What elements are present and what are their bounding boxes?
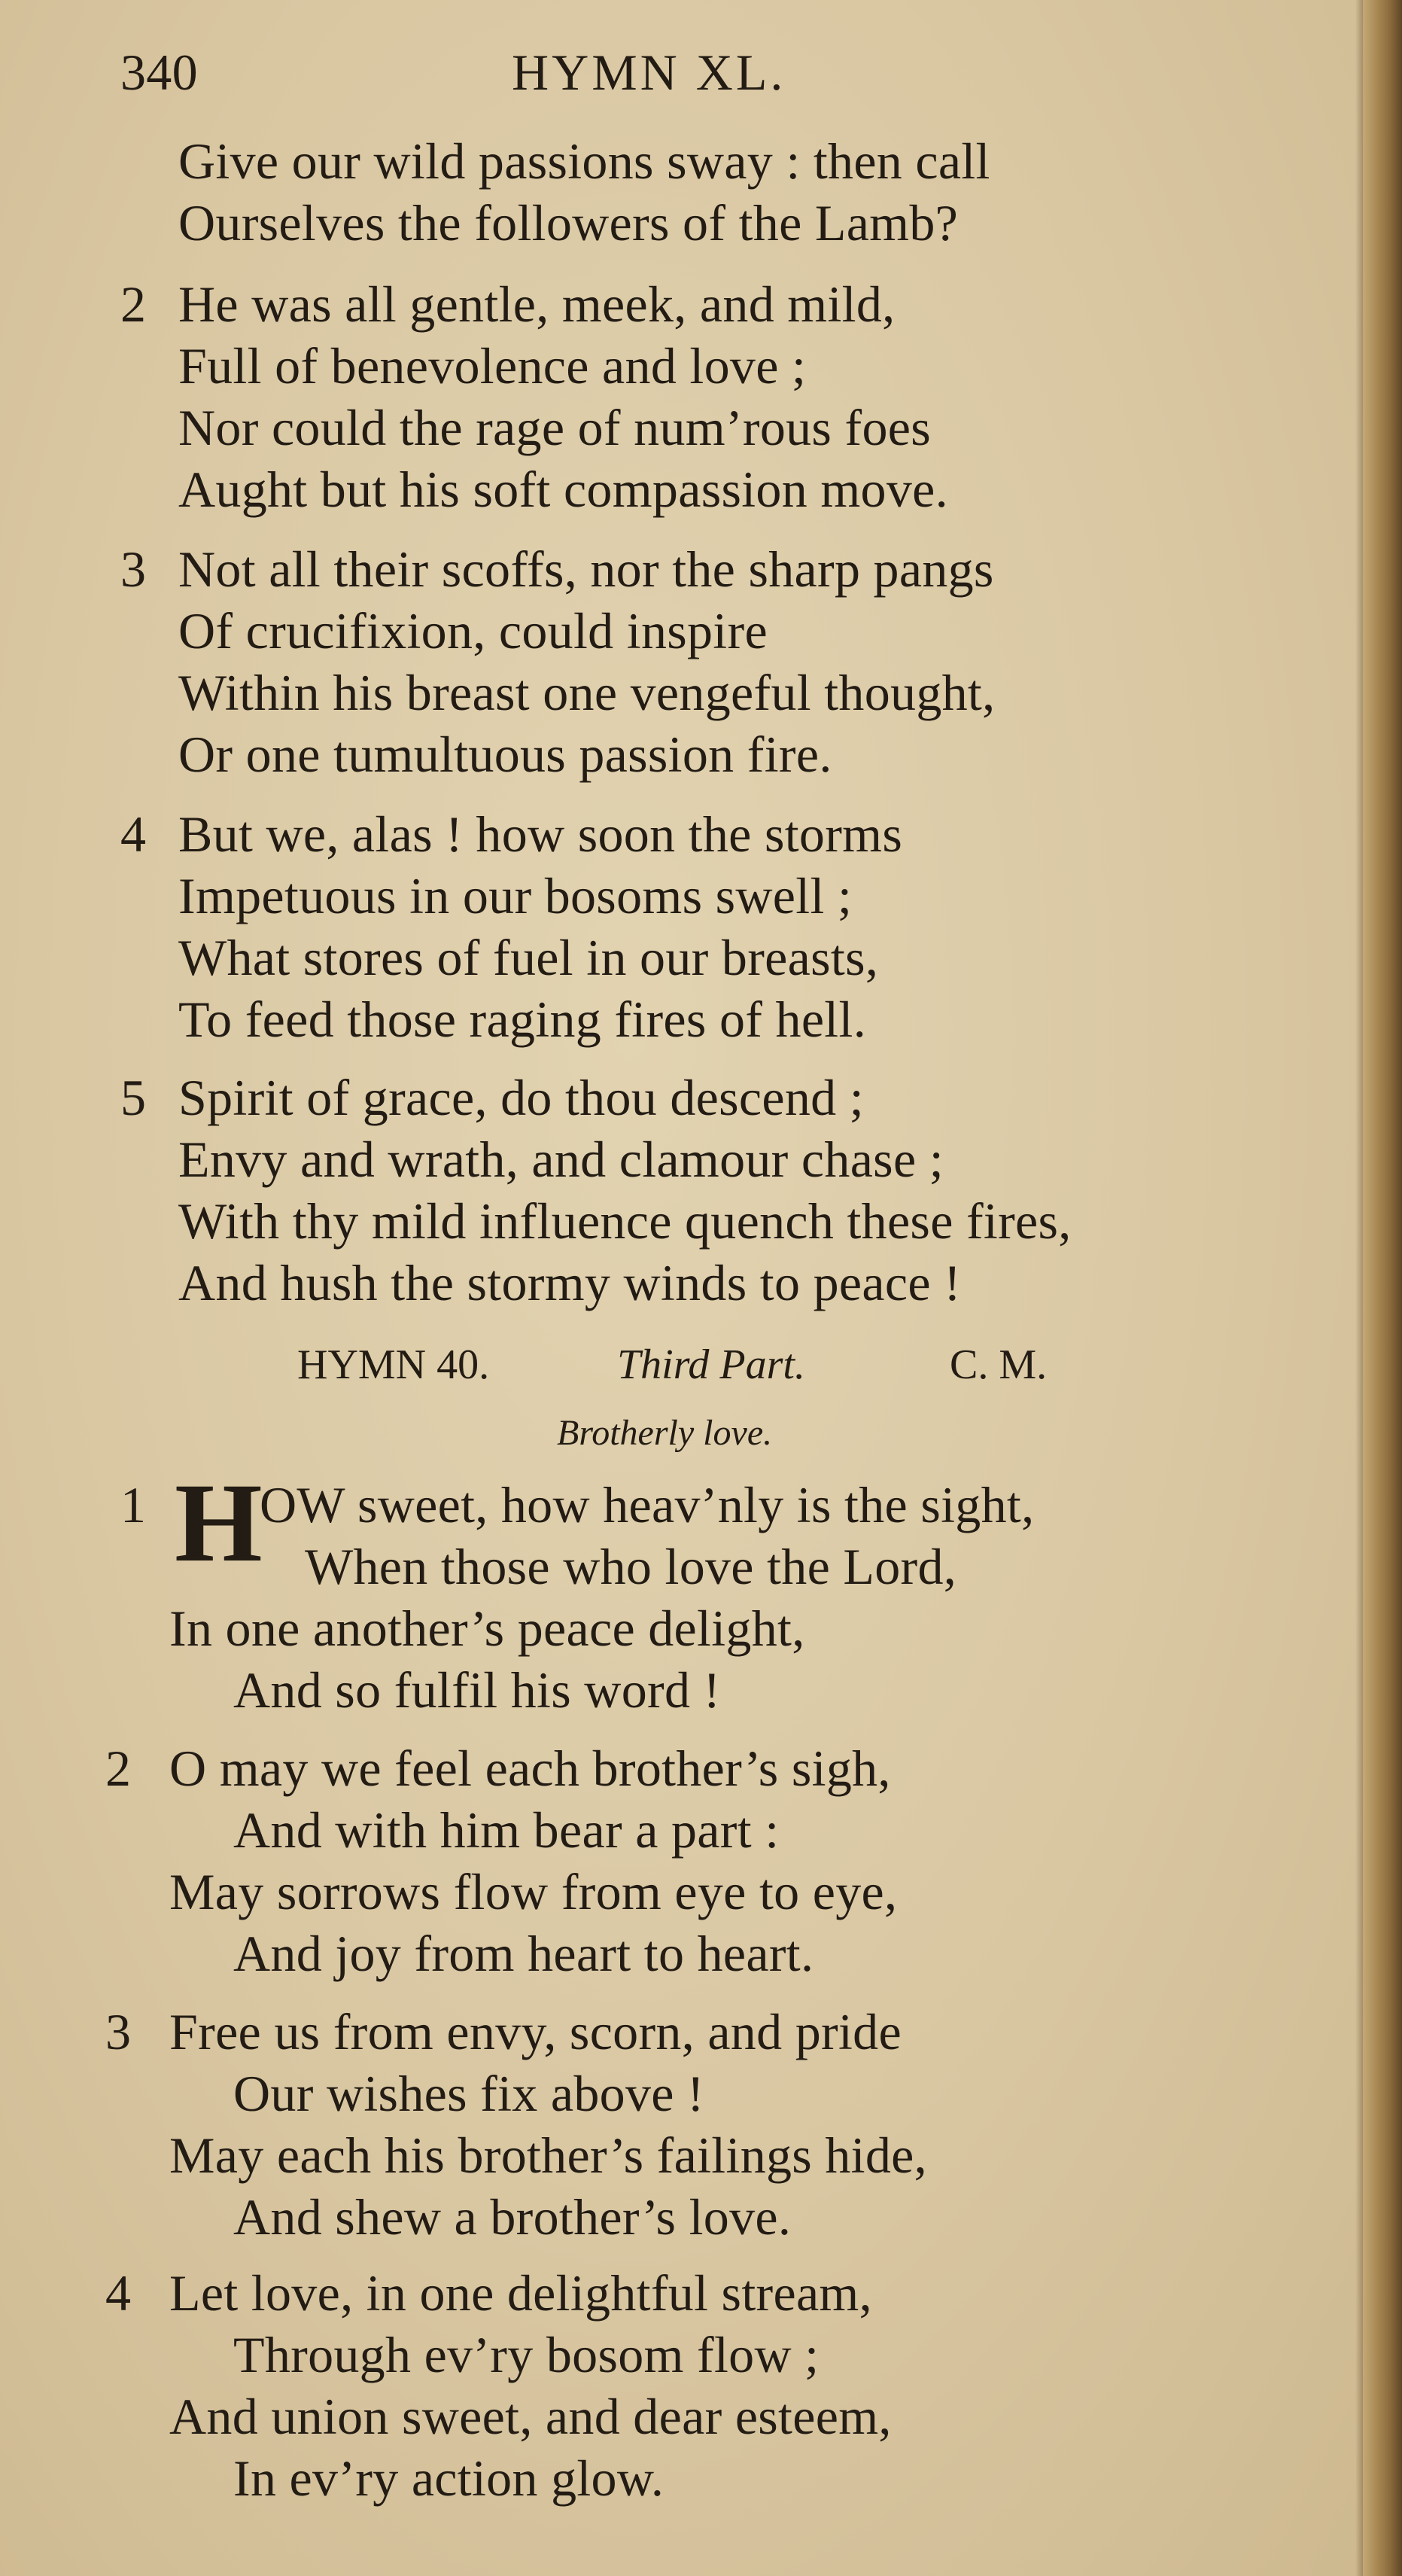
- verse-line: He was all gentle, meek, and mild,: [178, 276, 896, 333]
- page-number: 340: [120, 44, 198, 101]
- verse-line: Not all their scoffs, nor the sharp pangs: [178, 540, 994, 598]
- verse-line: Through ev’ry bosom flow ;: [233, 2326, 820, 2383]
- verse-line: Our wishes fix above !: [233, 2065, 705, 2122]
- running-title: HYMN XL.: [512, 44, 786, 101]
- verse-line: Full of benevolence and love ;: [178, 337, 807, 394]
- verse-line: Or one tumultuous passion fire.: [178, 726, 832, 783]
- verse-line: What stores of fuel in our breasts,: [178, 929, 879, 986]
- verse-line: In ev’ry action glow.: [233, 2450, 665, 2507]
- verse-line: Impetuous in our bosoms swell ;: [178, 867, 853, 924]
- page-gutter-shadow: [1355, 0, 1363, 2576]
- drop-capital: H: [175, 1460, 263, 1585]
- verse-line: And shew a brother’s love.: [233, 2188, 792, 2246]
- verse-line: And hush the stormy winds to peace !: [178, 1254, 962, 1311]
- stanza-number: 2: [120, 276, 146, 333]
- verse-line: Of crucifixion, could inspire: [178, 602, 768, 659]
- stanza-number: 4: [105, 2264, 131, 2322]
- verse-line: May sorrows flow from eye to eye,: [169, 1863, 898, 1920]
- stanza-number: 3: [120, 540, 146, 598]
- verse-line: Ourselves the followers of the Lamb?: [178, 194, 959, 251]
- hymn-subject: Brotherly love.: [557, 1413, 773, 1453]
- verse-line: In one another’s peace delight,: [169, 1600, 805, 1657]
- verse-line: When those who love the Lord,: [305, 1538, 957, 1595]
- verse-line: Free us from envy, scorn, and pride: [169, 2003, 902, 2060]
- hymn-metre: C. M.: [950, 1341, 1048, 1388]
- verse-line: But we, alas ! how soon the storms: [178, 805, 903, 863]
- verse-line: Aught but his soft compassion move.: [178, 461, 948, 518]
- stanza-number: 3: [105, 2003, 131, 2060]
- verse-line: And so fulfil his word !: [233, 1661, 721, 1719]
- verse-line: Give our wild passions sway : then call: [178, 132, 990, 190]
- hymn-title: HYMN 40.: [297, 1341, 490, 1388]
- stanza-number: 5: [120, 1069, 146, 1126]
- verse-line: Nor could the rage of num’rous foes: [178, 399, 931, 456]
- verse-line: Spirit of grace, do thou descend ;: [178, 1069, 864, 1126]
- verse-line: O may we feel each brother’s sigh,: [169, 1740, 891, 1797]
- verse-line: OW sweet, how heav’nly is the sight,: [260, 1476, 1035, 1533]
- stanza-number: 2: [105, 1740, 131, 1797]
- verse-line: May each his brother’s failings hide,: [169, 2127, 927, 2184]
- verse-line: Envy and wrath, and clamour chase ;: [178, 1131, 944, 1188]
- verse-line: And joy from heart to heart.: [233, 1925, 814, 1982]
- verse-line: Let love, in one delightful stream,: [169, 2264, 872, 2322]
- hymn-part: Third Part.: [617, 1341, 805, 1388]
- stanza-number: 1: [120, 1476, 146, 1533]
- verse-line: With thy mild influence quench these fires,: [178, 1192, 1072, 1250]
- stanza-number: 4: [120, 805, 146, 863]
- verse-line: Within his breast one vengeful thought,: [178, 664, 996, 721]
- verse-line: And with him bear a part :: [233, 1801, 780, 1859]
- verse-line: And union sweet, and dear esteem,: [169, 2388, 892, 2445]
- verse-line: To feed those raging fires of hell.: [178, 991, 866, 1048]
- page-edge: [1363, 0, 1402, 2576]
